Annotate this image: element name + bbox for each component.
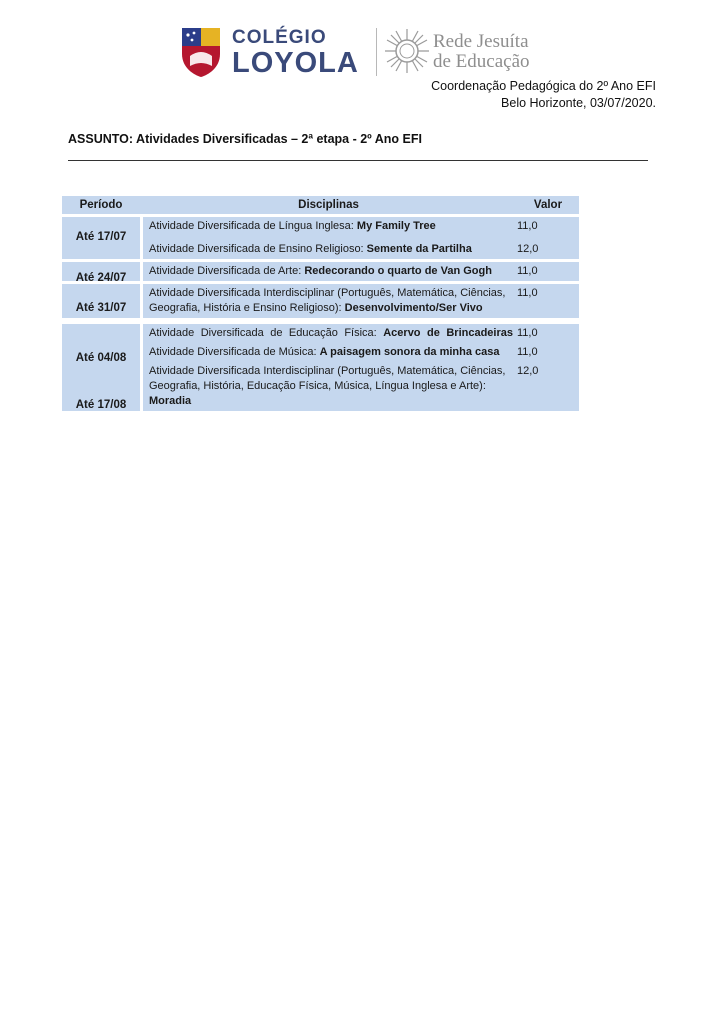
activity-desc: Atividade Diversificada de Educação Física: Acervo de Brincadeiras [149,327,513,339]
school-name-line2: LOYOLA [232,47,359,79]
period-cell [62,324,143,411]
divider-line [68,160,648,161]
activity-value: 11,0 [517,265,538,277]
network-name-line2: de Educação [433,51,530,72]
table-row [143,240,579,259]
period-cell [62,284,143,318]
activity-desc: Atividade Diversificada de Língua Inglesa: My Family Tree [149,220,436,232]
header-period: Período [79,199,123,211]
table-row [143,262,579,281]
table-row [143,284,579,318]
period-label: Até 31/07 [75,302,127,314]
table-group [62,284,579,318]
table-row [143,362,579,411]
activity-desc: Atividade Diversificada de Ensino Religioso: Semente da Partilha [149,243,472,255]
network-name-line1: Rede Jesuíta [433,31,529,52]
subject-line: ASSUNTO: Atividades Diversificadas – 2ª etapa - 2º Ano EFI [68,132,422,146]
activity-value: 11,0 [517,220,538,232]
table-row [143,343,579,362]
jesuit-seal-icon [384,28,430,74]
table-group [62,217,579,259]
coordination-line: Coordenação Pedagógica do 2º Ano EFI [431,79,656,93]
table-row [143,217,579,236]
school-shield-icon [180,26,222,78]
activity-value: 12,0 [517,243,539,255]
header-subjects: Disciplinas [298,199,359,211]
school-name-line1: COLÉGIO [232,27,327,48]
place-date-line: Belo Horizonte, 03/07/2020. [501,96,656,110]
activities-table [62,196,579,411]
period-cell [62,217,143,259]
activity-desc: Atividade Diversificada Interdisciplinar (Português, Matemática, Ciências, Geografia, História, Educação Física, Música, Língua Inglesa e Arte): Moradia [149,365,506,407]
activity-desc: Atividade Diversificada Interdisciplinar (Português, Matemática, Ciências, Geografia, História e Ensino Religioso): Desenvolvimento/Ser Vivo [149,287,506,314]
activity-desc: Atividade Diversificada de Música: A paisagem sonora da minha casa [149,346,500,358]
network-name [433,32,530,72]
period-cell [62,262,143,284]
school-name [232,28,359,78]
table-header [62,196,579,214]
coordination-block [431,78,656,112]
activity-value: 11,0 [517,327,538,339]
period-label: Até 04/08 [75,352,127,364]
table-group [62,324,579,411]
period-label-2: Até 17/08 [75,399,127,411]
period-label: Até 24/07 [75,272,127,284]
logo-divider [376,28,377,76]
activity-value: 12,0 [517,365,539,377]
header-value: Valor [533,199,563,211]
table-row [143,324,579,343]
activity-desc: Atividade Diversificada de Arte: Redecorando o quarto de Van Gogh [149,265,492,277]
period-label: Até 17/07 [75,231,127,243]
activity-value: 11,0 [517,346,538,358]
activity-value: 11,0 [517,287,538,299]
table-group [62,262,579,284]
